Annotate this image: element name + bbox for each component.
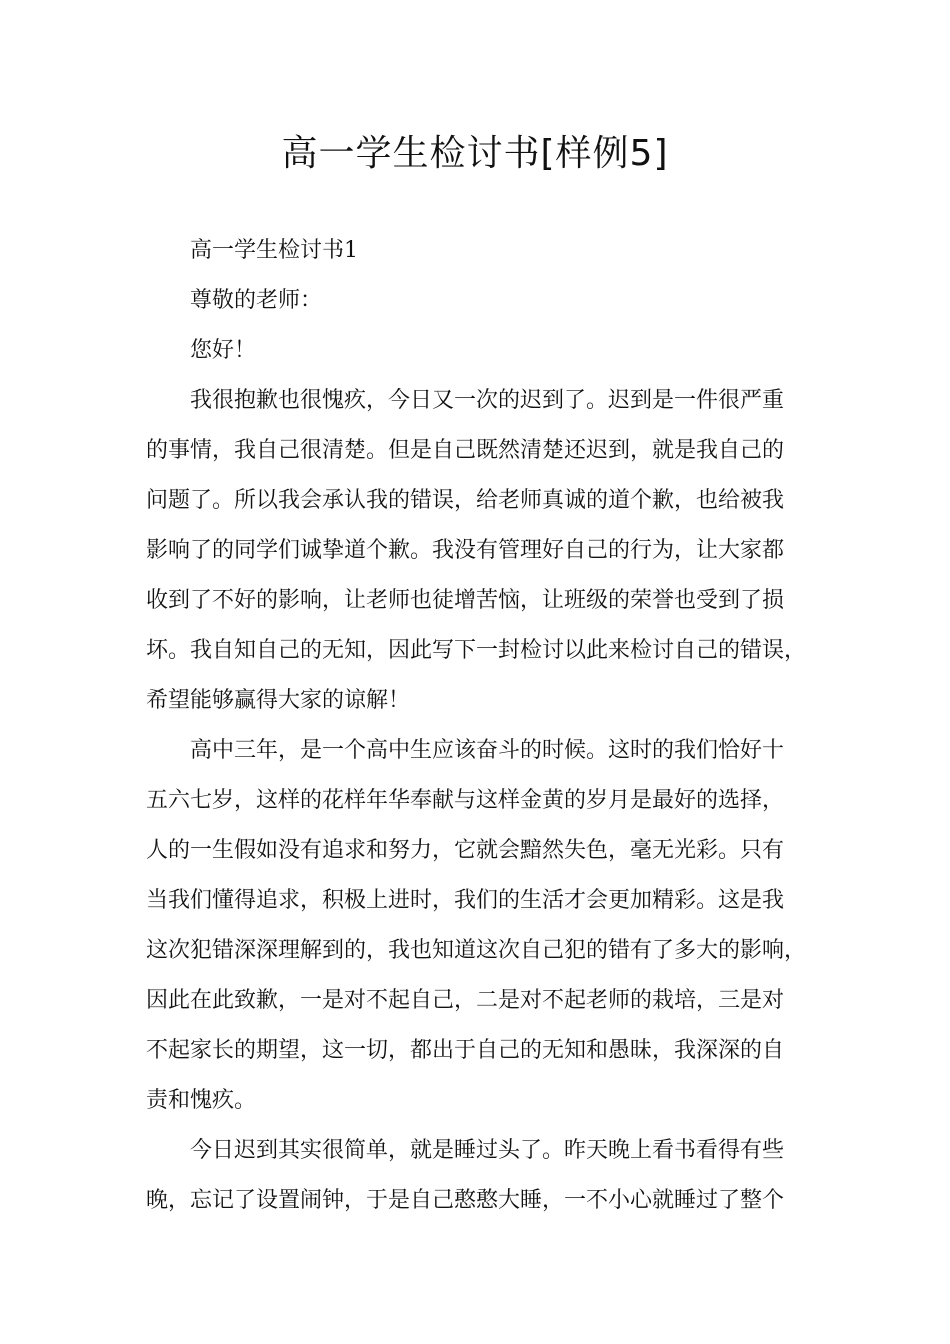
body-line: 高一学生检讨书1 xyxy=(190,238,358,263)
body-line: 希望能够赢得大家的谅解！ xyxy=(146,688,411,713)
body-line: 收到了不好的影响，让老师也徒增苦恼，让班级的荣誉也受到了损 xyxy=(146,588,785,613)
body-line: 晚，忘记了设置闹钟，于是自己憨憨大睡，一不小心就睡过了整个 xyxy=(146,1188,785,1213)
body-line: 不起家长的期望，这一切，都出于自己的无知和愚昧，我深深的自 xyxy=(146,1038,785,1063)
body-line: 责和愧疚。 xyxy=(146,1088,257,1113)
body-line: 的事情，我自己很清楚。但是自己既然清楚还迟到，就是我自己的 xyxy=(146,438,785,463)
body-line: 我很抱歉也很愧疚，今日又一次的迟到了。迟到是一件很严重 xyxy=(190,388,785,413)
body-line: 五六七岁，这样的花样年华奉献与这样金黄的岁月是最好的选择， xyxy=(146,788,785,813)
body-line: 高中三年，是一个高中生应该奋斗的时候。这时的我们恰好十 xyxy=(190,738,785,763)
body-line: 今日迟到其实很简单，就是睡过头了。昨天晚上看书看得有些 xyxy=(190,1138,785,1163)
body-line: 坏。我自知自己的无知，因此写下一封检讨以此来检讨自己的错误， xyxy=(146,638,807,663)
body-line: 尊敬的老师： xyxy=(190,288,323,313)
body-line: 您好！ xyxy=(190,338,257,363)
body-line: 因此在此致歉，一是对不起自己，二是对不起老师的栽培，三是对 xyxy=(146,988,785,1013)
body-line: 问题了。所以我会承认我的错误，给老师真诚的道个歉，也给被我 xyxy=(146,488,785,513)
document-title: 高一学生检讨书[样例5] xyxy=(281,133,669,174)
document-body xyxy=(146,226,826,1226)
body-line: 当我们懂得追求，积极上进时，我们的生活才会更加精彩。这是我 xyxy=(146,888,785,913)
body-line: 影响了的同学们诚挚道个歉。我没有管理好自己的行为，让大家都 xyxy=(146,538,785,563)
body-line: 人的一生假如没有追求和努力，它就会黯然失色，毫无光彩。只有 xyxy=(146,838,785,863)
body-line: 这次犯错深深理解到的，我也知道这次自己犯的错有了多大的影响， xyxy=(146,938,807,963)
